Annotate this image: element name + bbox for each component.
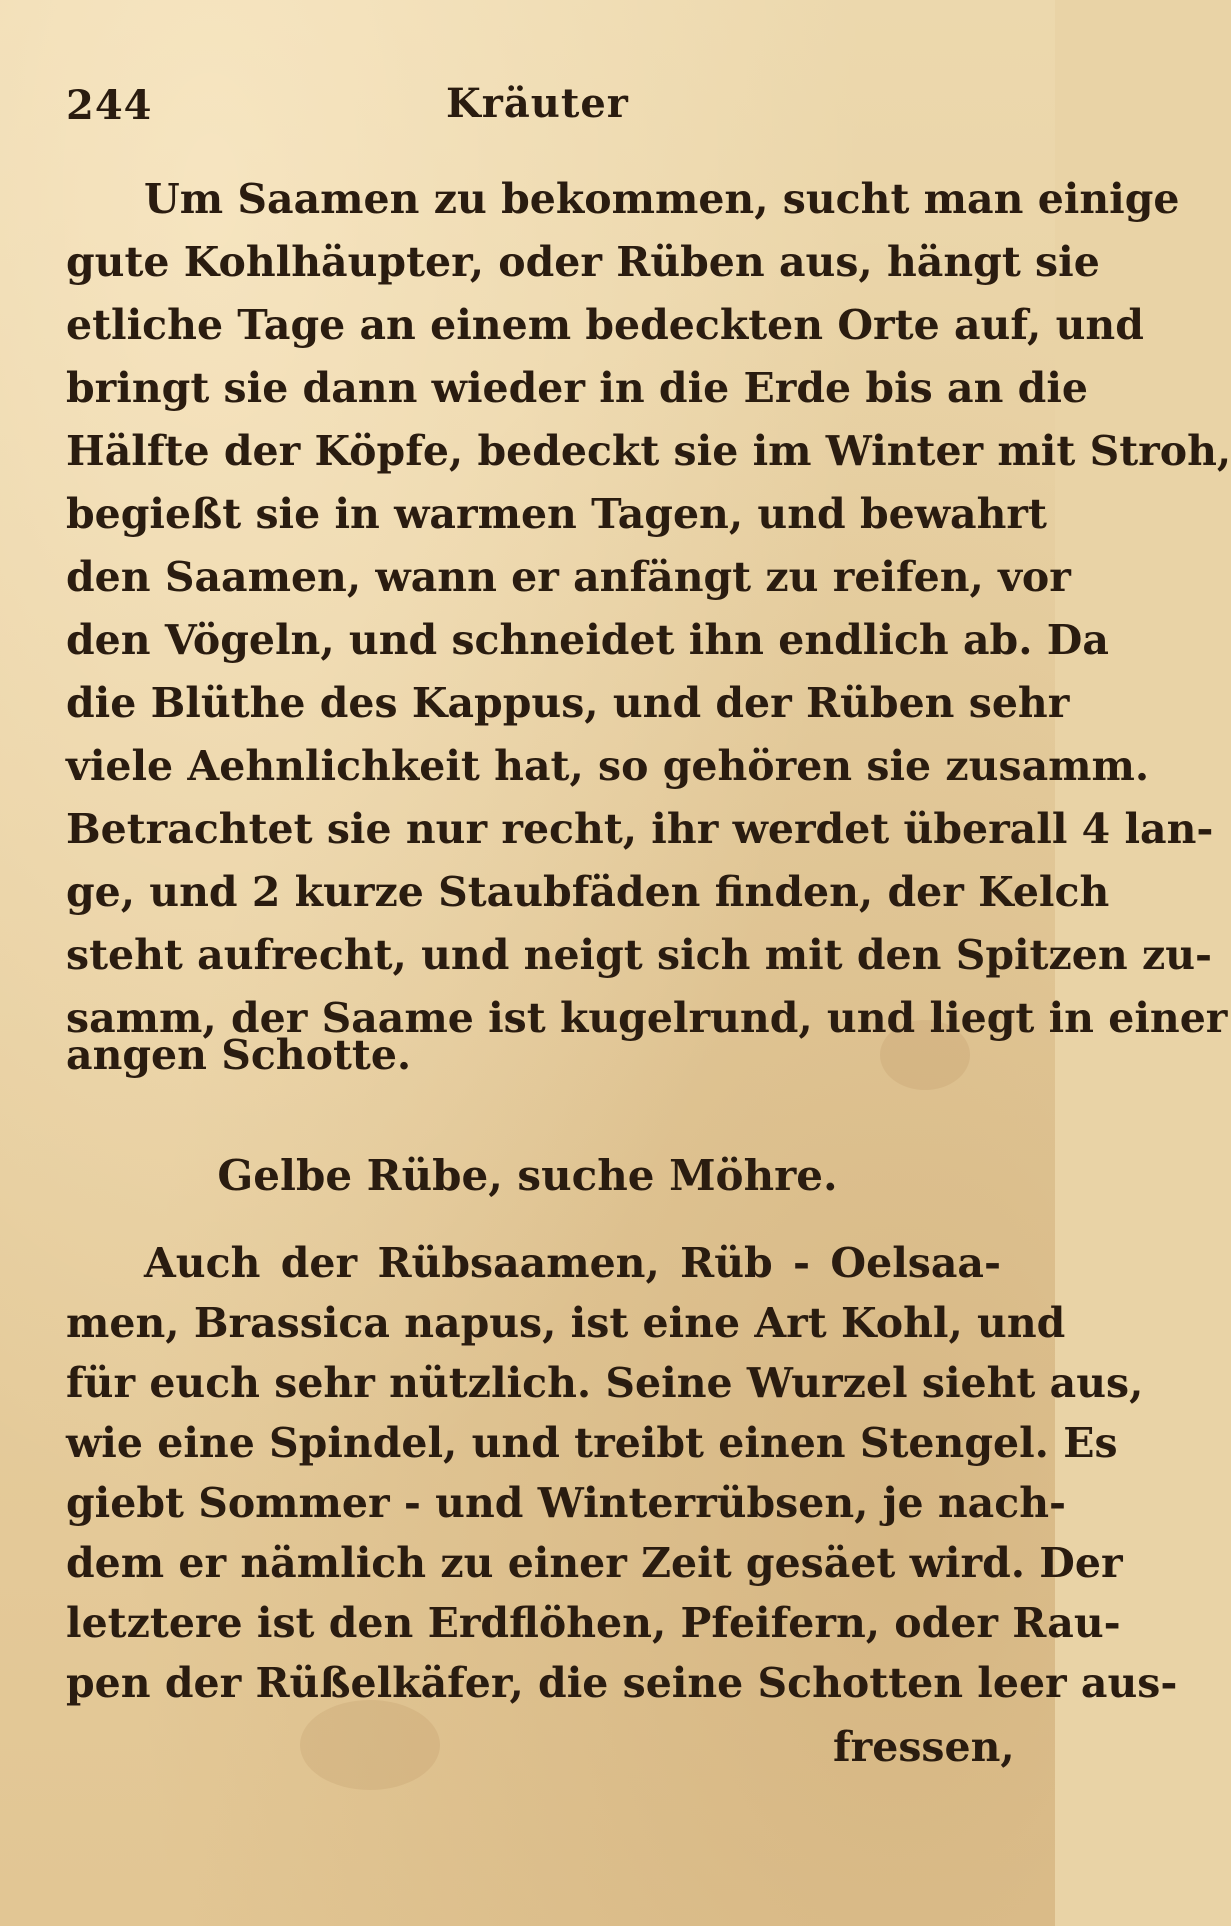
page-header (66, 70, 989, 130)
text-line: steht aufrecht, und neigt sich mit den Spitzen zu- (66, 931, 1213, 979)
text-line: samm, der Saame ist kugelrund, und liegt in einer (66, 994, 1228, 1042)
paper-stain (300, 1700, 440, 1790)
text-line: Betrachtet sie nur recht, ihr werdet überall 4 lan- (66, 805, 1214, 853)
text-line: bringt sie dann wieder in die Erde bis an die (66, 364, 1088, 412)
text-line: etliche Tage an einem bedeckten Orte auf, und (66, 301, 1144, 349)
text-line: gute Kohlhäupter, oder Rüben aus, hängt sie (66, 238, 1100, 286)
text-line: men, Brassica napus, ist eine Art Kohl, und (66, 1299, 1066, 1347)
text-line: Um Saamen zu bekommen, sucht man einige (144, 175, 1180, 223)
page-number: 244 (66, 82, 153, 129)
text-line: Auch der Rübsaamen, Rüb - Oelsaa- (144, 1239, 1001, 1287)
text-line: begießt sie in warmen Tagen, und bewahrt (66, 490, 1047, 538)
text-line: viele Aehnlichkeit hat, so gehören sie zusamm. (66, 742, 1150, 790)
text-line: angen Schotte. (66, 1031, 412, 1079)
text-line: letztere ist den Erdflöhen, Pfeifern, oder Rau- (66, 1599, 1121, 1647)
section-heading: Gelbe Rübe, suche Möhre. (217, 1151, 838, 1200)
text-line: den Vögeln, und schneidet ihn endlich ab. Da (66, 616, 1109, 664)
text-line: giebt Sommer - und Winterrübsen, je nach- (66, 1479, 1067, 1527)
text-line: wie eine Spindel, und treibt einen Stengel. Es (66, 1419, 1118, 1467)
text-line: pen der Rüßelkäfer, die seine Schotten leer aus- (66, 1659, 1178, 1707)
running-head: Kräuter (446, 80, 629, 127)
text-line: Hälfte der Köpfe, bedeckt sie im Winter mit Stroh, (66, 427, 1231, 475)
text-line: den Saamen, wann er anfängt zu reifen, vor (66, 553, 1071, 601)
text-line: dem er nämlich zu einer Zeit gesäet wird. Der (66, 1539, 1123, 1587)
catchword: fressen, (833, 1723, 1015, 1771)
text-line: ge, und 2 kurze Staubfäden finden, der Kelch (66, 868, 1110, 916)
text-line: die Blüthe des Kappus, und der Rüben sehr (66, 679, 1070, 727)
text-line: für euch sehr nützlich. Seine Wurzel sieht aus, (66, 1359, 1144, 1407)
